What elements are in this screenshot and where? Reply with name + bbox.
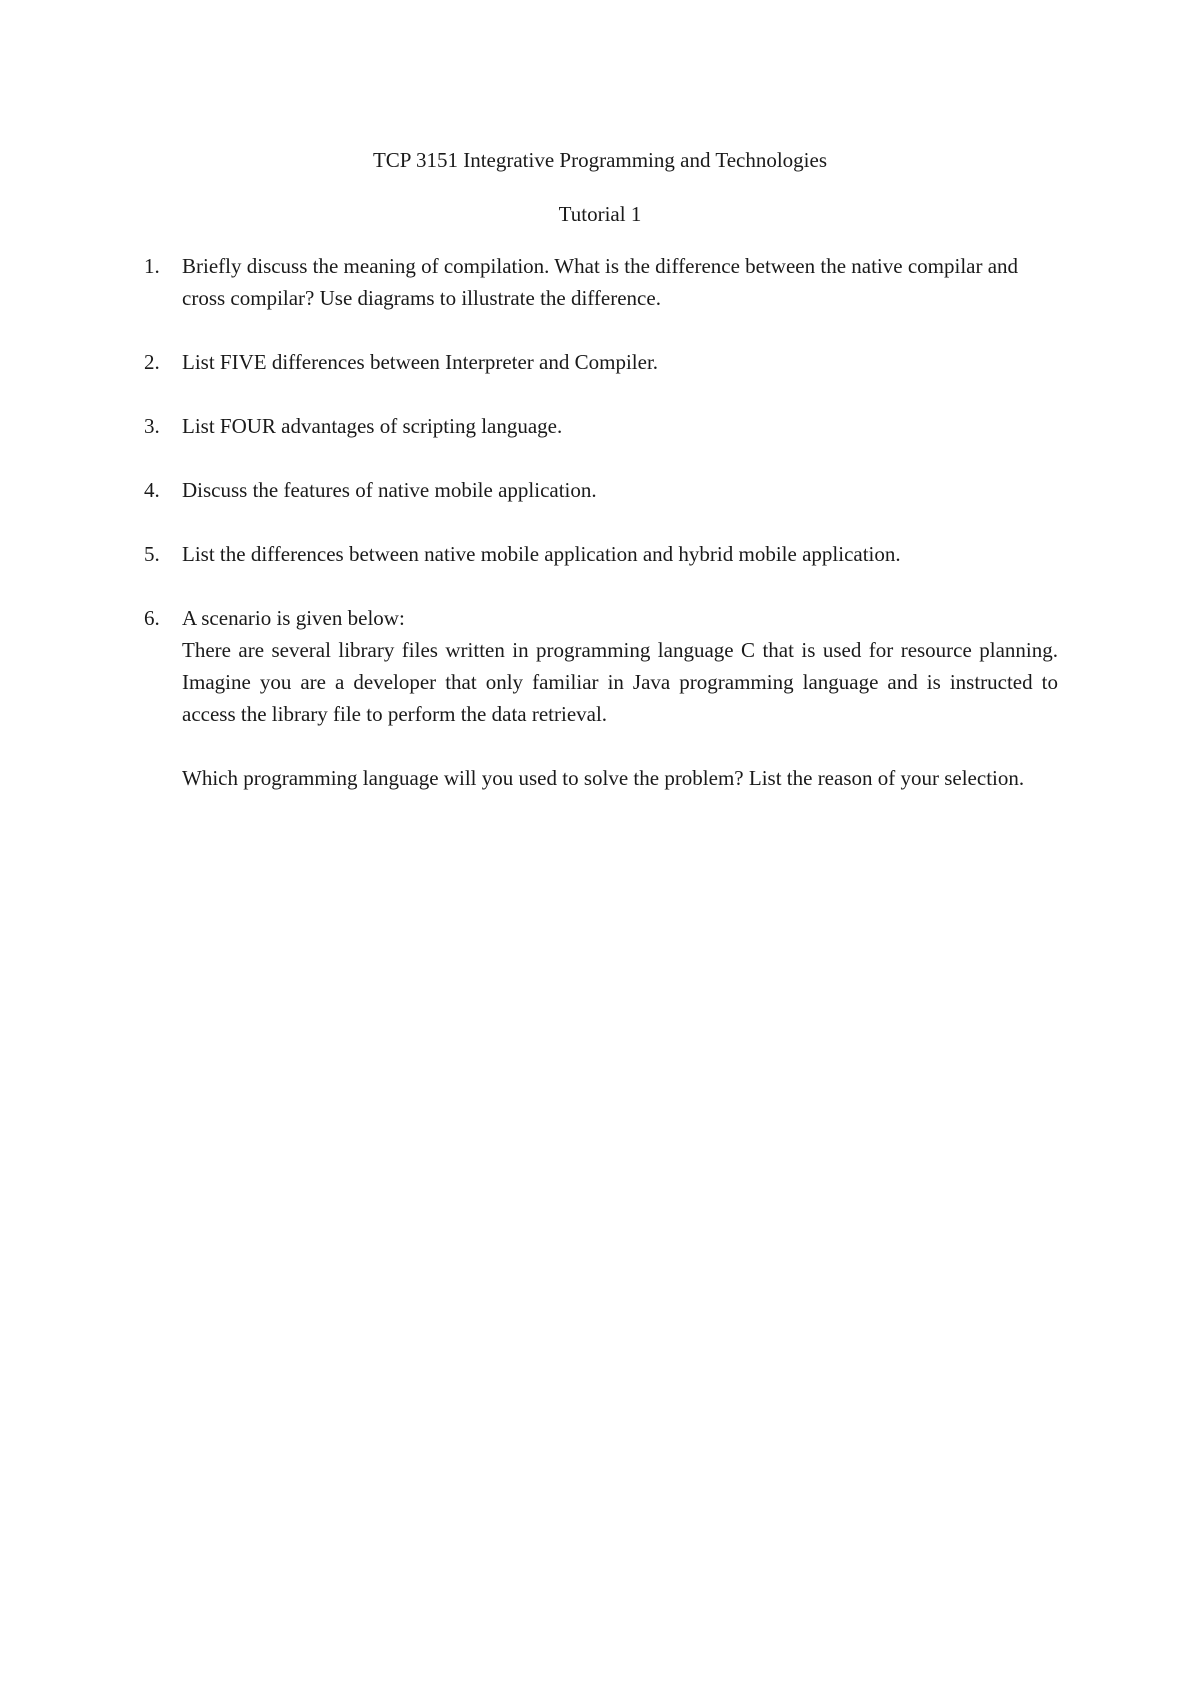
question-number: 6. [144,606,160,630]
question-text: Briefly discuss the meaning of compilation. What is the difference between the native compilar and cross compilar? Use diagrams to illustrate the difference. [182,254,1019,310]
question-item-2 [144,346,1058,378]
question-item-1 [144,250,1058,314]
document-subtitle: Tutorial 1 [558,202,642,226]
question-text: A scenario is given below: [182,606,405,630]
question-number: 3. [144,414,160,438]
question-number: 5. [144,542,160,566]
question-list [144,250,1058,826]
document-title: TCP 3151 Integrative Programming and Technologies [372,148,828,172]
question-item-6 [144,602,1058,794]
question-text: List the differences between native mobile application and hybrid mobile application. [182,542,901,566]
question-item-4 [144,474,1058,506]
scenario-paragraph: There are several library files written in programming language C that is used for resource planning. Imagine you are a developer that only familiar in Java programming language and is instructed to access the library file to perform the data retrieval. [182,638,1058,726]
question-text: List FIVE differences between Interpreter and Compiler. [182,350,659,374]
question-number: 4. [144,478,160,502]
question-text: List FOUR advantages of scripting language. [182,414,563,438]
followup-paragraph: Which programming language will you used to solve the problem? List the reason of your selection. [182,766,1025,790]
question-item-5 [144,538,1058,570]
question-item-3 [144,410,1058,442]
question-text: Discuss the features of native mobile application. [182,478,597,502]
question-number: 1. [144,254,160,278]
question-number: 2. [144,350,160,374]
